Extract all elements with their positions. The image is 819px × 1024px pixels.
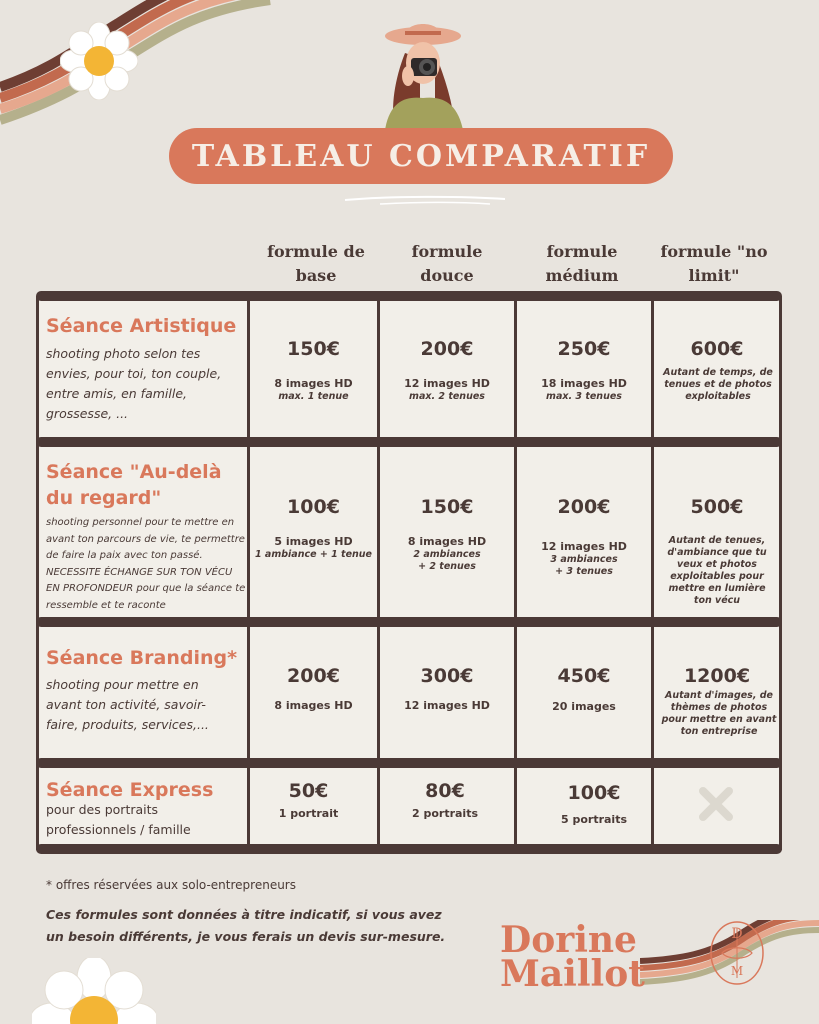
count-artistique-base: 8 images HD (274, 377, 353, 390)
sub-artistique-douce: max. 2 tenues (409, 391, 485, 402)
price-au-dela-no-limit: 500€ (690, 496, 744, 518)
table-divider (36, 844, 782, 854)
row-desc-au-dela: shooting personnel pour te mettre en avant ton parcours de vie, te permettre de faire la paix avec ton passé. NECESSITE ÉCHANGE SUR TON VÉCU EN PROFONDEUR pour que la séance te ressemble et te raconte (46, 517, 246, 611)
row-desc-branding: shooting pour mettre en avant ton activité, savoir-faire, produits, services,... (46, 677, 209, 732)
column-header-no-limit: formule "no limit" (660, 242, 768, 285)
price-branding-base: 200€ (287, 665, 340, 687)
price-branding-no-limit: 1200€ (683, 665, 751, 687)
count-branding-medium: 20 images (552, 700, 616, 713)
row-title-au-dela: Séance "Au-delà du regard" (46, 461, 222, 509)
count-express-douce: 2 portraits (411, 807, 479, 820)
sub-au-dela-no-limit: Autant de tenues, d'ambiance que tu veux et photos exploitables pour mettre en lumière ton vécu (667, 535, 767, 606)
count-au-dela-douce: 8 images HD (407, 535, 487, 548)
disclaimer-text: Ces formules sont données à titre indicatif, si vous avez un besoin différents, je vous ferais un devis sur-mesure. (46, 907, 446, 944)
column-header-medium: formule médium (545, 242, 619, 285)
count-express-base: 1 portrait (278, 807, 339, 820)
brand-monogram (708, 920, 766, 986)
row-title-branding: Séance Branding* (46, 647, 238, 669)
sub-au-dela-medium: 3 ambiances + 3 tenues (550, 554, 618, 577)
table-column-line (779, 296, 782, 850)
row-desc-artistique: shooting photo selon tes envies, pour toi, ton couple, entre amis, en famille, grossesse, ... (46, 346, 222, 421)
count-artistique-medium: 18 images HD (541, 377, 627, 390)
count-artistique-douce: 12 images HD (404, 377, 490, 390)
price-artistique-medium: 250€ (557, 338, 611, 360)
title-underline (340, 190, 510, 210)
count-au-dela-base: 5 images HD (274, 535, 353, 548)
price-branding-douce: 300€ (420, 665, 474, 687)
row-cell (517, 300, 651, 437)
row-cell (380, 627, 514, 758)
sub-au-dela-douce: 2 ambiances + 2 tenues (413, 549, 481, 572)
monogram-bottom-letter: M (730, 964, 744, 978)
footnote-solo: * offres réservées aux solo-entrepreneurs (46, 878, 296, 892)
row-cell (380, 447, 514, 617)
price-artistique-no-limit: 600€ (690, 338, 744, 360)
count-branding-douce: 12 images HD (404, 699, 490, 712)
row-title-express: Séance Express (46, 779, 214, 801)
row-cell (250, 300, 377, 437)
price-express-douce: 80€ (425, 780, 465, 802)
table-divider (36, 291, 782, 301)
price-branding-medium: 450€ (557, 665, 611, 687)
row-cell (517, 627, 651, 758)
brand-logo-line2: Maillot (500, 953, 645, 995)
sub-artistique-no-limit: Autant de temps, de tenues et de photos exploitables (663, 367, 773, 402)
column-header-base: formule de base (267, 242, 365, 285)
table-divider (36, 758, 782, 768)
sub-artistique-medium: max. 3 tenues (546, 391, 622, 402)
photographer-illustration (375, 18, 475, 130)
table-divider (36, 437, 782, 447)
price-au-dela-base: 100€ (287, 496, 340, 518)
row-title-artistique: Séance Artistique (46, 315, 237, 337)
cross-icon (697, 785, 735, 823)
count-branding-base: 8 images HD (274, 699, 353, 712)
daisy-icon (60, 22, 138, 100)
row-cell (380, 300, 514, 437)
price-artistique-base: 150€ (287, 338, 340, 360)
wavy-stripes-top-left (0, 0, 280, 130)
brand-logo-line1: Dorine (500, 919, 637, 961)
sub-branding-no-limit: Autant d'images, de thèmes de photos pour mettre en avant ton entreprise (661, 690, 777, 737)
row-desc-express: pour des portraits professionnels / famille (46, 802, 191, 837)
column-header-douce: formule douce (411, 242, 483, 285)
count-au-dela-medium: 12 images HD (541, 540, 627, 553)
row-cell (517, 447, 651, 617)
monogram-top-letter: D (731, 926, 743, 942)
page-title: TABLEAU COMPARATIF (191, 138, 651, 174)
price-express-base: 50€ (288, 780, 329, 802)
sub-au-dela-base: 1 ambiance + 1 tenue (255, 549, 372, 560)
row-cell (250, 447, 377, 617)
price-artistique-douce: 200€ (420, 338, 474, 360)
price-au-dela-medium: 200€ (557, 496, 611, 518)
price-express-medium: 100€ (567, 782, 621, 804)
daisy-icon (32, 958, 156, 1024)
sub-artistique-base: max. 1 tenue (278, 391, 349, 402)
row-cell (250, 627, 377, 758)
table-divider (36, 617, 782, 627)
row-cell (517, 768, 651, 846)
count-express-medium: 5 portraits (560, 813, 628, 826)
price-au-dela-douce: 150€ (420, 496, 474, 518)
table-column-line (36, 296, 39, 850)
title-banner (169, 128, 673, 184)
table-column-line (651, 296, 654, 850)
